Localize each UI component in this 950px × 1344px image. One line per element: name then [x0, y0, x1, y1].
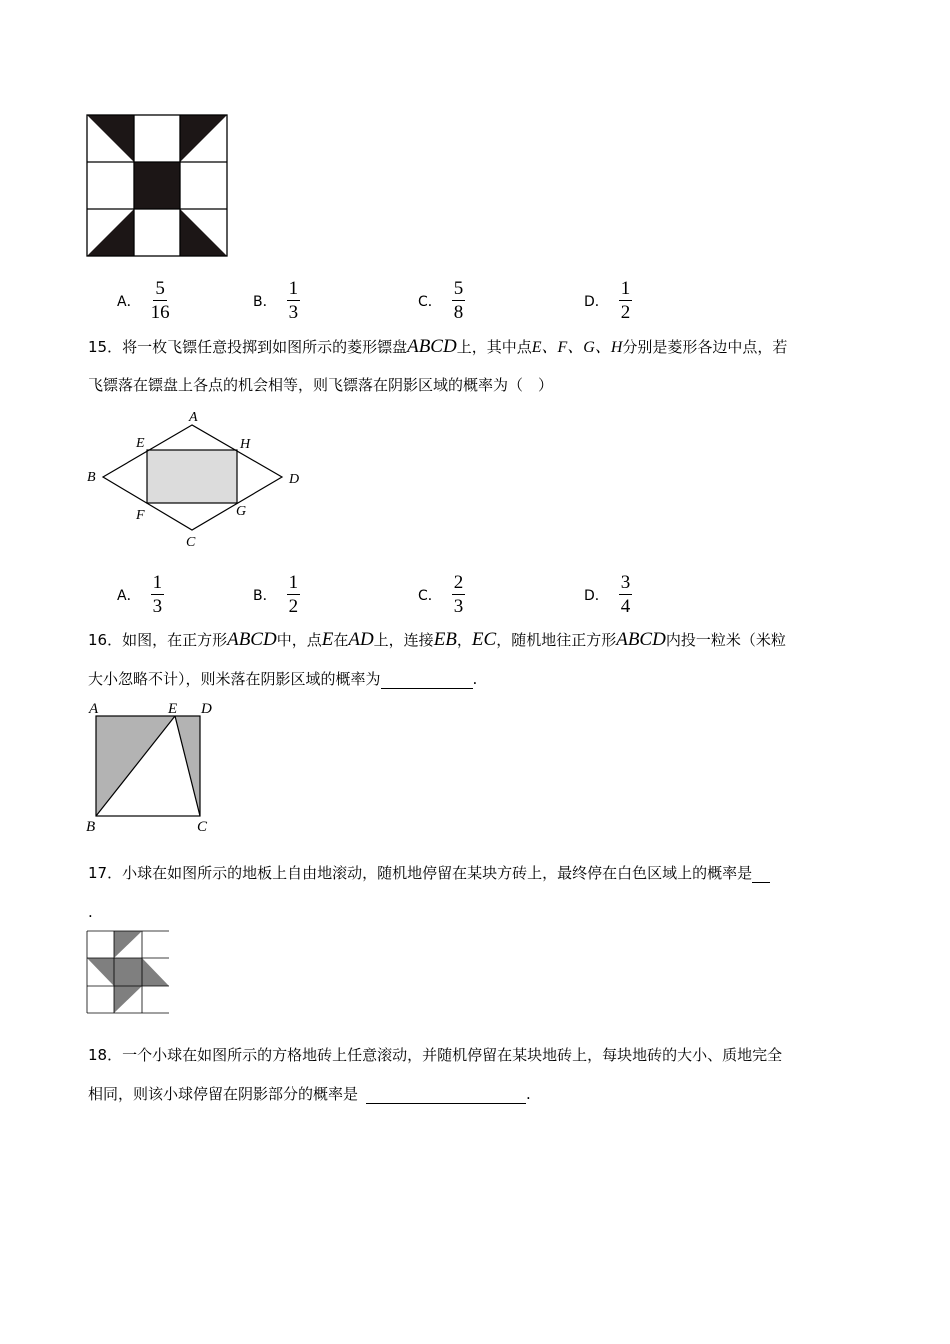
svg-text:B: B — [86, 819, 96, 835]
q15-option-c[interactable]: C． $\frac{2}{3}$ — [418, 572, 464, 617]
svg-text:G: G — [236, 504, 247, 519]
fraction: $\frac{1}{2}$ — [620, 278, 631, 323]
fraction: $\frac{5}{16}$ — [150, 278, 170, 323]
fraction: $\frac{1}{2}$ — [288, 572, 299, 617]
q17-question-line1: 17．小球在如图所示的地板上自由地滚动，随机地停留在某块方砖上，最终停在白色区域上的概率是 — [88, 863, 770, 883]
q15-option-d[interactable]: D． $\frac{3}{4}$ — [584, 572, 631, 617]
svg-text:H: H — [240, 437, 251, 452]
svg-text:E: E — [136, 436, 145, 451]
fraction: $\frac{1}{3}$ — [288, 278, 299, 323]
fraction: $\frac{3}{4}$ — [620, 572, 631, 617]
svg-text:D: D — [289, 472, 300, 487]
q16-square-figure — [84, 697, 220, 837]
svg-text:D: D — [201, 701, 212, 717]
answer-blank[interactable] — [366, 1085, 526, 1104]
q15-question-line2: 飞镖落在镖盘上各点的机会相等，则飞镖落在阴影区域的概率为（ ） — [88, 376, 554, 394]
q14-figure — [86, 114, 228, 257]
q18-question-line2: 相同，则该小球停留在阴影部分的概率是 . — [88, 1085, 531, 1103]
svg-text:C: C — [197, 819, 208, 835]
q14-option-b[interactable]: B． $\frac{1}{3}$ — [253, 278, 299, 323]
fraction: $\frac{1}{3}$ — [152, 572, 163, 617]
q15-option-b[interactable]: B． $\frac{1}{2}$ — [253, 572, 299, 617]
q15-rhombus-figure — [84, 405, 306, 550]
answer-blank[interactable] — [381, 670, 473, 689]
svg-text:B: B — [87, 470, 96, 485]
q14-option-a[interactable]: A． $\frac{5}{16}$ — [117, 278, 170, 323]
q14-option-d[interactable]: D． $\frac{1}{2}$ — [584, 278, 631, 323]
q14-option-c[interactable]: C． $\frac{5}{8}$ — [418, 278, 464, 323]
answer-blank[interactable] — [752, 864, 770, 883]
q16-question-line2: 大小忽略不计），则米落在阴影区域的概率为 . — [88, 670, 478, 688]
svg-text:C: C — [186, 535, 196, 550]
svg-text:F: F — [136, 508, 145, 523]
q18-question-line1: 18．一个小球在如图所示的方格地砖上任意滚动，并随机停留在某块地砖上，每块地砖的大小、质地完全 — [88, 1046, 783, 1064]
fraction: $\frac{2}{3}$ — [453, 572, 464, 617]
q15-option-a[interactable]: A． $\frac{1}{3}$ — [117, 572, 163, 617]
svg-text:E: E — [168, 701, 178, 717]
svg-text:A: A — [89, 701, 99, 717]
q15-question-line1: 15．将一枚飞镖任意投掷到如图所示的菱形镖盘ABCD上，其中点E、F、G、H分别是菱形各边中点，若 — [88, 336, 788, 357]
q17-question-line2: . — [88, 903, 93, 921]
q16-question-line1: 16．如图，在正方形ABCD中，点E在AD上，连接EB，EC，随机地往正方形ABCD内投一粒米（米粒 — [88, 629, 786, 650]
q17-tile-figure — [86, 930, 172, 1016]
svg-text:A: A — [189, 410, 198, 425]
fraction: $\frac{5}{8}$ — [453, 278, 464, 323]
